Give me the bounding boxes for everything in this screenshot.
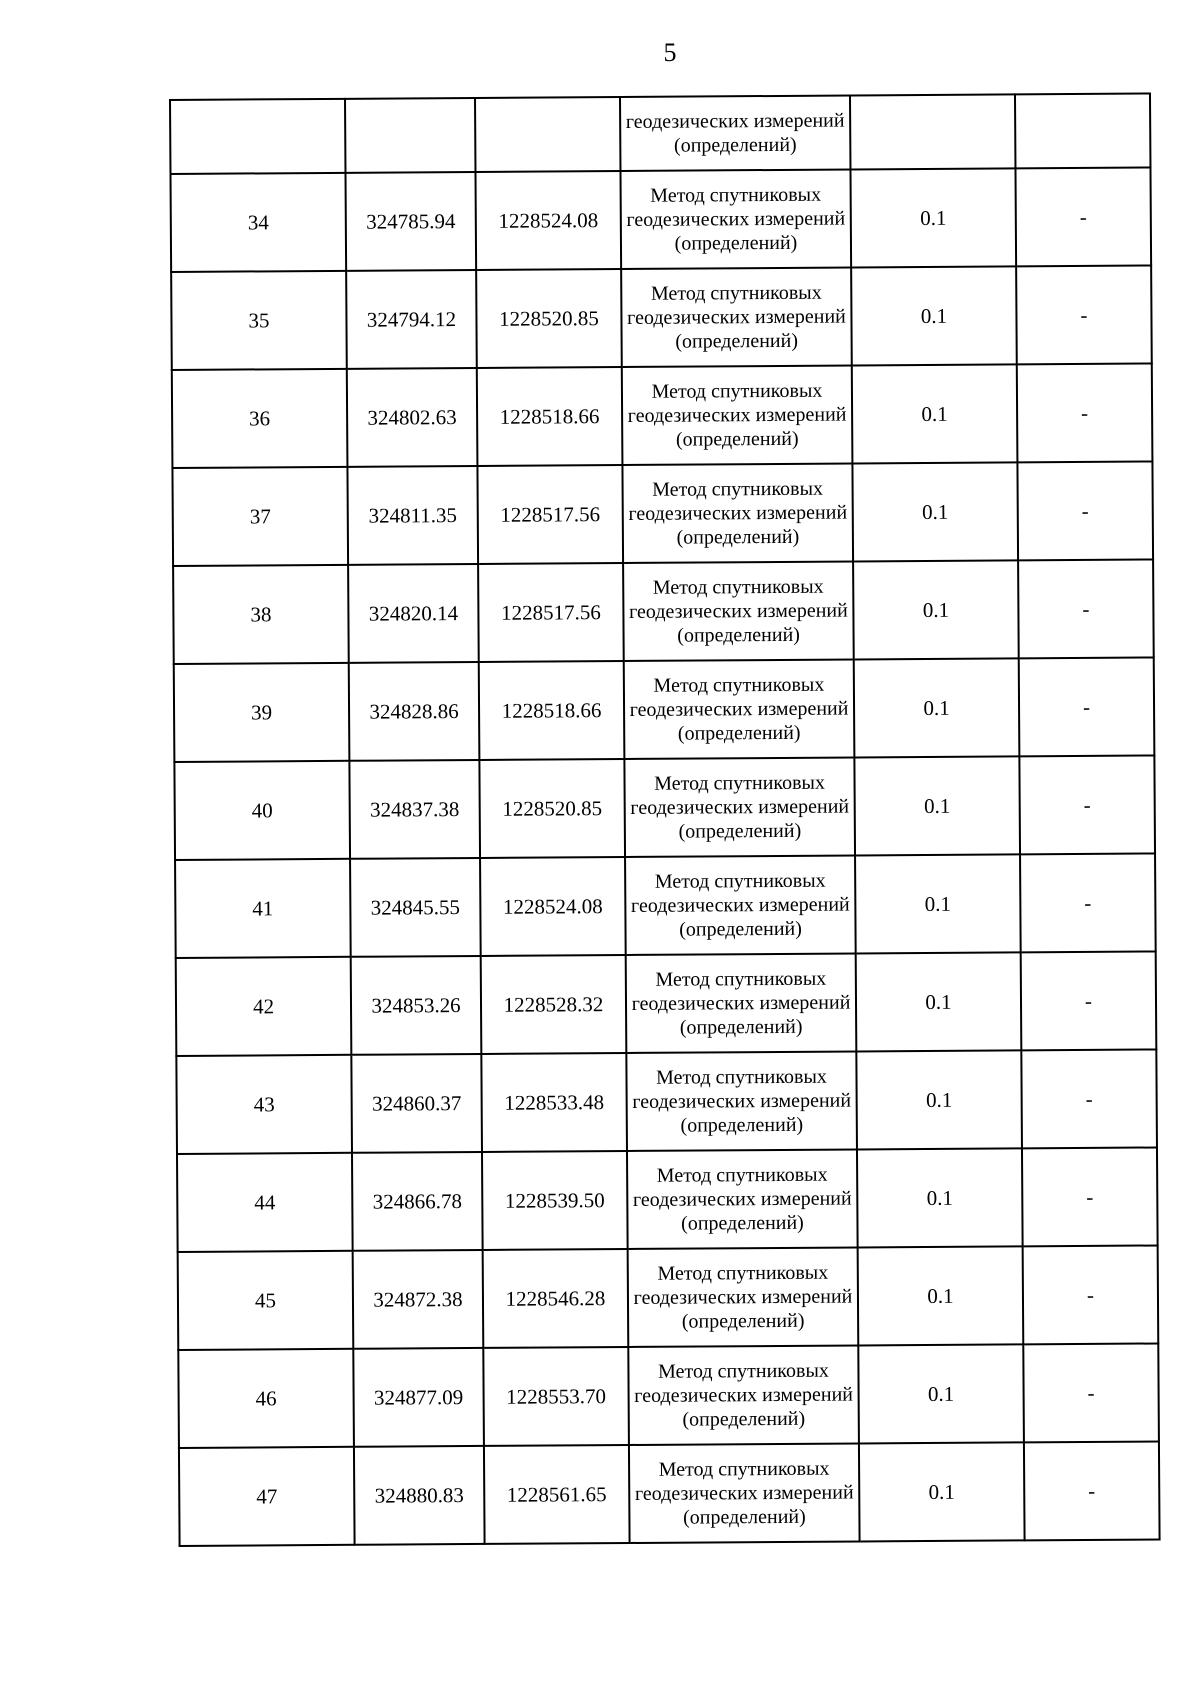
table-row <box>177 1147 1158 1251</box>
cell-point-number: 41 <box>175 859 351 958</box>
cell-note: - <box>1022 1147 1158 1246</box>
cell-x-coordinate: 324828.86 <box>349 662 480 761</box>
cell-accuracy: 0.1 <box>854 658 1020 757</box>
cell-y-coordinate: 1228518.66 <box>479 661 625 760</box>
table-row <box>171 265 1152 369</box>
cell-note: - <box>1015 167 1151 266</box>
cell-accuracy: 0.1 <box>857 1148 1023 1247</box>
cell-point-number: 42 <box>176 957 352 1056</box>
table-row <box>172 461 1153 565</box>
cell-x-coordinate <box>345 98 475 173</box>
table-row <box>178 1343 1159 1447</box>
cell-x-coordinate: 324877.09 <box>353 1348 484 1447</box>
cell-accuracy: 0.1 <box>852 462 1018 561</box>
cell-y-coordinate: 1228520.85 <box>479 759 625 858</box>
cell-note: - <box>1023 1245 1159 1344</box>
cell-note <box>1015 93 1150 168</box>
cell-method: Метод спутниковых геодезических измерений (определений) <box>623 561 854 661</box>
cell-x-coordinate: 324860.37 <box>351 1054 482 1153</box>
cell-accuracy: 0.1 <box>859 1442 1025 1541</box>
cell-accuracy: 0.1 <box>856 1050 1022 1149</box>
cell-y-coordinate: 1228517.56 <box>478 563 624 662</box>
cell-point-number: 47 <box>179 1447 355 1546</box>
cell-point-number: 45 <box>178 1251 354 1350</box>
cell-accuracy: 0.1 <box>853 560 1019 659</box>
cell-y-coordinate: 1228561.65 <box>484 1445 630 1544</box>
cell-accuracy: 0.1 <box>854 756 1020 855</box>
table-row-continued <box>170 93 1150 173</box>
coordinates-table <box>169 92 1161 1546</box>
cell-note: - <box>1021 951 1157 1050</box>
cell-accuracy: 0.1 <box>858 1344 1024 1443</box>
cell-x-coordinate: 324872.38 <box>353 1250 484 1349</box>
cell-y-coordinate: 1228533.48 <box>481 1053 627 1152</box>
table-row <box>170 167 1151 271</box>
cell-accuracy: 0.1 <box>858 1246 1024 1345</box>
cell-y-coordinate: 1228546.28 <box>483 1249 629 1348</box>
cell-point-number: 34 <box>170 173 346 272</box>
cell-point-number: 39 <box>174 663 350 762</box>
table-row <box>174 657 1155 761</box>
cell-x-coordinate: 324853.26 <box>351 956 482 1055</box>
cell-x-coordinate: 324820.14 <box>348 564 479 663</box>
cell-y-coordinate: 1228517.56 <box>477 465 623 564</box>
cell-x-coordinate: 324845.55 <box>350 858 481 957</box>
cell-method: Метод спутниковых геодезических измерений (определений) <box>624 659 855 759</box>
cell-point-number: 40 <box>174 761 350 860</box>
cell-note: - <box>1019 657 1155 756</box>
cell-method: Метод спутниковых геодезических измерений (определений) <box>625 855 856 955</box>
table-row <box>172 363 1153 467</box>
table-row <box>175 853 1156 957</box>
cell-method: геодезических измерений (определений) <box>620 95 850 171</box>
cell-x-coordinate: 324785.94 <box>345 172 476 271</box>
cell-note: - <box>1017 363 1153 462</box>
cell-y-coordinate: 1228520.85 <box>476 269 622 368</box>
cell-y-coordinate: 1228553.70 <box>483 1347 629 1446</box>
coordinates-table-body <box>170 93 1160 1545</box>
cell-x-coordinate: 324880.83 <box>354 1446 485 1545</box>
cell-accuracy: 0.1 <box>852 364 1018 463</box>
cell-note: - <box>1019 755 1155 854</box>
cell-method: Метод спутниковых геодезических измерений (определений) <box>629 1443 860 1543</box>
cell-method: Метод спутниковых геодезических измерений (определений) <box>628 1345 859 1445</box>
cell-x-coordinate: 324802.63 <box>347 368 478 467</box>
table-row <box>179 1441 1160 1545</box>
cell-accuracy: 0.1 <box>851 266 1017 365</box>
cell-x-coordinate: 324794.12 <box>346 270 477 369</box>
cell-note: - <box>1021 1049 1157 1148</box>
cell-point-number: 35 <box>171 271 347 370</box>
cell-method: Метод спутниковых геодезических измерений (определений) <box>627 1149 858 1249</box>
cell-x-coordinate: 324811.35 <box>347 466 478 565</box>
cell-point-number: 38 <box>173 565 349 664</box>
cell-y-coordinate: 1228524.08 <box>475 171 621 270</box>
cell-accuracy: 0.1 <box>856 952 1022 1051</box>
cell-point-number <box>170 99 345 174</box>
cell-note: - <box>1024 1441 1160 1540</box>
cell-point-number: 46 <box>178 1349 354 1448</box>
cell-method: Метод спутниковых геодезических измерений (определений) <box>622 463 853 563</box>
table-row <box>178 1245 1159 1349</box>
cell-accuracy: 0.1 <box>850 168 1016 267</box>
cell-note: - <box>1018 559 1154 658</box>
cell-point-number: 36 <box>172 369 348 468</box>
cell-accuracy: 0.1 <box>855 854 1021 953</box>
coordinates-table-wrapper <box>169 93 1159 1547</box>
cell-method: Метод спутниковых геодезических измерений (определений) <box>624 757 855 857</box>
cell-x-coordinate: 324837.38 <box>349 760 480 859</box>
cell-note: - <box>1017 461 1153 560</box>
table-row <box>176 1049 1157 1153</box>
cell-method: Метод спутниковых геодезических измерений (определений) <box>626 953 857 1053</box>
cell-method: Метод спутниковых геодезических измерений (определений) <box>626 1051 857 1151</box>
cell-note: - <box>1020 853 1156 952</box>
cell-method: Метод спутниковых геодезических измерений (определений) <box>621 267 852 367</box>
cell-y-coordinate <box>475 97 620 172</box>
cell-point-number: 44 <box>177 1153 353 1252</box>
table-row <box>173 559 1154 663</box>
cell-method: Метод спутниковых геодезических измерений (определений) <box>622 365 853 465</box>
cell-method: Метод спутниковых геодезических измерений (определений) <box>620 169 851 269</box>
page-number: 5 <box>663 38 677 67</box>
cell-accuracy <box>850 94 1015 169</box>
cell-note: - <box>1023 1343 1159 1442</box>
cell-x-coordinate: 324866.78 <box>352 1152 483 1251</box>
cell-note: - <box>1016 265 1152 364</box>
cell-point-number: 43 <box>176 1055 352 1154</box>
cell-y-coordinate: 1228539.50 <box>482 1151 628 1250</box>
table-row <box>174 755 1155 859</box>
table-row <box>176 951 1157 1055</box>
cell-method: Метод спутниковых геодезических измерений (определений) <box>628 1247 859 1347</box>
cell-y-coordinate: 1228518.66 <box>477 367 623 466</box>
cell-point-number: 37 <box>172 467 348 566</box>
cell-y-coordinate: 1228528.32 <box>481 955 627 1054</box>
cell-y-coordinate: 1228524.08 <box>480 857 626 956</box>
